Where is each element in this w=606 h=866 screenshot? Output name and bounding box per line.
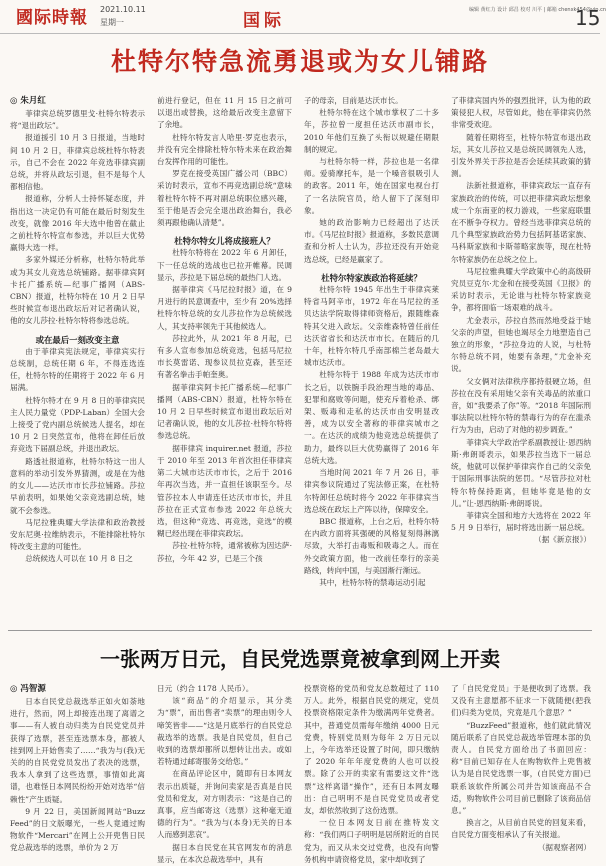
paragraph: 路透社报道称，杜特尔特这一出人意料的举动引发外界猜测，或是在为他的女儿——达沃市市长莎拉铺路。莎拉早前表明，如果她父亲竞选副总统，她就不会参选。 [10,456,145,515]
article1-column-3 [304,95,439,626]
article1-headline: 杜特尔特急流勇退或为女儿铺路 [110,47,489,76]
article1-column-4 [451,95,591,626]
paragraph: 父女俩对法律秩序都持很硬立场，但莎拉在没有采用她父亲有关毒品的浓重口音，如“我要杀了你”等。“2018 年国际刑事法院以杜特尔特的禁毒行为的存在滥杀行为为由，启动了对他的初步调查。” [451,376,591,435]
paragraph: 杜特尔特才在 9 月 8 日的菲律宾民主人民力量党（PDP-Laban）全国大会上接受了党内副总统候选人提名，却在 10 月 2 日突然宣布，他将在卸任后放弃竞选下届副总统，并退出政坛。 [10,395,145,454]
paragraph: 日元（约合 1178 人民币）。 [157,684,254,693]
paragraph: 与杜特尔特一样，莎拉也是一名律师。爱骑摩托车，是一个嗓音很吸引人的政客。2011 年，她在国家电视台打了一名法院官员，给人留下了深刻印象。 [304,157,439,215]
article2-byline: ◎ 冯智源 [10,684,46,694]
issue-weekday: 星期一 [100,18,124,27]
article2-column-2 [157,683,292,864]
paragraph: 了菲律宾国内外的强烈批评，认为他的政策侵犯人权，尽管如此，他在菲律宾仍然非常受欢迎。 [451,96,591,130]
paragraph: 多家外媒还分析称，杜特尔特此举或为其女儿竞选总统铺路。据菲律宾阿卡托广播系统—纪事广播网（ABS-CBN）报道，杜特尔特在 10 月 2 日早些时候宣布退出政坛后对记者确认说，他的女儿莎拉·杜特尔特将参选总统。 [10,255,145,326]
issue-date: 2021.10.11 [100,5,146,14]
paragraph: 杜特尔特将在 2022 年 6 月卸任，下一任总统的选战也已拉开帷幕。民调显示，莎拉是下届总统的最热门人选。 [157,248,292,282]
paragraph: 据日本自民党在其官网发布的消息显示，在本次总裁选举中，具有 [157,842,292,864]
paragraph: 该“商品”的介绍显示，其分类为“票”，而出售者“卖票”的理由则令人啼笑皆非——“这是月底举行的自民党总裁选举的选票。我是自民党员，但自己收到的选票却都所以想转让出去。或如若特通过邮寄服务交给您。” [157,696,292,767]
paragraph: 罗克在接受英国广播公司（BBC）采访时表示，宣布不再竞选副总统“意味着杜特尔特不再对副总统职位感兴趣，至于他是否会完全退出政治舞台，我必须再跟他确认清楚”。 [157,169,292,228]
paragraph: 日本自民党总裁选举正如火如荼地进行，然而，网上却接连出现了离谱之事——有人被自动归类为自民党党员并获得了选票，甚至连选票本身，都被人挂到网上开始售卖了……“我为与(我)无关的的自民党党员发出了表决的选票，我本人拿到了这些选票，事情如此离谱，也难怪日本网民纷纷开始对选举“信赖性”产生质疑。 [10,697,145,804]
subheading: 或在最后一刻改变主意 [35,334,120,345]
paragraph: 杜特尔特发言人哈里·罗克也表示，并没有完全排除杜特尔特未来在政治舞台发挥作用的可能性。 [157,132,292,167]
paragraph: 菲律宾全国和地方大选将在 2022 年 5 月 9 日举行，届时将选出新一届总统。 [451,510,591,533]
paragraph: 据菲律宾阿卡托广播系统—纪事广播网（ABS-CBN）报道，杜特尔特在 10 月 2 日早些时候宣布退出政坛后对记者确认说，他的女儿莎拉·杜特尔特将参选总统。 [157,382,292,441]
paragraph: 前进行登记，但在 11 月 15 日之前可以退出或替换，这给最后改变主意留下了余地。 [157,96,292,130]
paragraph: 据菲律宾《马尼拉时报》道，在 9 月进行的民意调查中，至少有 20%选择杜特尔特总统的女儿莎拉作为总统候选人，其支持率领先于其他候选人。 [157,285,292,331]
source-attribution: （据《新京报》） [534,535,591,545]
paragraph: 投票资格的党员和党友总数超过了 110 万人。此外，根据自民党的规定，党员投票资格限定条件为缴满两年党费者。其中，普通党员需每年缴纳 4000 日元党费，特别党员则为每年 2 万日元以上，今年选举还设置了时间，即只缴纳了 2020 年年年度党费的人也可以投票。除了公开的卖家有需要这文件“选票”这样离谱“操作”，还有日本网友曝出：自己明明不是自民党党员或者党友，却依然收到了这份选票。 [304,684,439,816]
page-number: 15 [575,6,601,30]
paragraph: 尤金表示，莎拉自然而然地受益于她父亲的声望，但她也竭尽全力地塑造自己独立的形象，“莎拉身边的人说，与杜特尔特总统不同，她要有条理，”尤金补充说。 [451,315,591,374]
paragraph: 报道援引 10 月 3 日报道，当地时间 10 月 2 日，菲律宾总统杜特尔特表示，自己不会在 2022 年竞选菲律宾副总统，并将从政坛引退，但不是每个人都相信他。 [10,133,145,192]
paragraph: 莎拉·杜特尔特，通常被称为因达萨·莎拉，今年 42 岁，已是三个孩 [157,541,292,563]
paragraph: 总统候选人可以在 10 月 8 日之 [25,554,133,564]
paragraph: 莎拉此外，从 2021 年 8 月起，已有多人宣布参加总统竞选，包括马尼拉市长莫雷诺、现参议员拉克森，甚至还有著名拳击手帕奎奥。 [157,333,292,380]
paragraph: 菲律宾大学政治学系副教授让·恩西纳斯·弗朗哥表示，如果莎拉当选下一届总统，他就可以保护菲律宾作自己的父亲免于国际刑事法院的惩罚。“尽管莎拉对杜特尔特保持距离，但她毕竟是他的女儿。”让·恩西纳斯·弗朗哥说。 [451,437,591,508]
paragraph: 菲律宾总统罗德里戈·杜特尔特表示将“退出政坛”。 [10,109,145,131]
paragraph: 法新社报道称，菲律宾政坛一直存有家族政治的传统，可以把菲律宾政坛想象成一个东南亚的权力游戏，一些家庭联盟在不断争夺权力。曾经当选菲律宾总统的几个典型家族政治势力包括阿基诺家族、马科斯家族和卡斯蒂略家族等，现在杜特尔特家族仍在总统之位上。 [451,181,591,264]
subheading: 杜特尔特家族政治将延续？ [321,272,422,283]
article-divider [8,630,592,631]
paragraph: 随着任期将至，杜特尔特宣布退出政坛，其女儿莎拉又是总统民调领先人选，引发外界关于莎拉是否会延续其政策的猜测。 [451,132,591,179]
subheading: 杜特尔特女儿将成接班人？ [174,236,275,247]
article2-column-1 [10,696,145,853]
paragraph: 杜特尔特 1945 年出生于菲律宾莱特省马阿辛市，1972 年在马尼拉的圣贝达法学院取得律师资格后，跟随维森特其父进入政坛。父亲维森特曾任前任达沃省省长和达沃市市长。在随后的几十年，杜特尔特几乎南部棉兰老岛最大城市达沃市。 [304,285,439,368]
section-title: 国际 [243,11,285,31]
article2-headline: 一张两万日元，自民党选票竟被拿到网上开卖 [100,647,500,671]
paragraph: 换言之，从目前自民党的回复来看，自民党方面变相承认了有关报道。 [451,818,591,840]
paragraph: “BuzzFeed”报道称，他们就此情况随后联系了自民党总裁选举管理本部的负责人。自民党方面给出了书面回应：称“目前已知存在人在购物软件上兜售被认为是自民党选票一事，(自民党方面)已联系该软件所属公司并告知该商品不合适，购物软件公司目前已删除了该商品信息。” [451,720,591,816]
paragraph: 在商品评论区中，随即有日本网友表示出质疑，并询问卖家是否真是自民党员和党友，对方则表示：“这是自己的真事，应当邮寄这（选票）这种毫无道德的行为”。“我为与(本身)无关的日本人而感到悲哀”。 [157,769,292,840]
paragraph: 报道称，分析人士持怀疑态度，并指出这一决定仍有可能在最后时刻发生改变，就像 2016 年大选中他曾在截止之前杜特尔特宣布参选，并以巨大优势赢得大选一样。 [10,194,145,253]
article1-column-1 [10,108,145,626]
paragraph: 杜特尔特于 1988 年成为达沃市市长之后，以铁腕手段治理当地的毒品、犯罪和腐败等问题，使充斥着枪杀、绑架、贩毒和走私的达沃市由安明显改善，成为以安全著称的菲律宾城市之一。在达沃的成绩为他竞选总统提供了助力，最终以巨大优势赢得了 2016 年总统大选。 [304,370,439,465]
article2-column-3 [304,683,439,864]
source-attribution: （据观察者网） [537,842,591,852]
masthead [0,0,606,34]
paragraph: 9 月 22 日，美国新闻网站“Buzz Feed”的日文版曝光，一些人竟通过购物软件“Mercari”在网上公开兜售日民党总裁选举的选票，单价为 2 万 [10,806,145,853]
paragraph: 其中，杜特尔特的禁毒运动引起 [319,577,426,587]
article1-byline: ◎ 朱月红 [10,96,46,106]
paragraph: 马尼拉雅典耀大学政策中心的高级研究员豆克尔·尤金和在接受英国《卫报》的采访时表示，无论谁与杜特尔特家族竞争，都将面临一场艰难的战斗。 [451,266,591,313]
article2-column-4 [451,683,591,852]
article1-column-2 [157,95,292,626]
paragraph: 她的政治影响力已经超出了达沃市。《马尼拉时报》报道称，多数民意调查和分析人士认为，莎拉还没有开始竞选总统，已经是赢家了。 [304,218,439,264]
editorial-staff: 编辑 黄红力 设计 邱昌 校对 川平 | 邮箱 chenxk454@vip.cn [469,7,606,13]
paragraph: 杜特尔特在这个城市掌权了二十多年，莎拉曾一度担任达沃市副市长，2010 年他们互换了头衔以规避任期限制的规定。 [304,108,439,154]
paragraph: 由于菲律宾宪法规定，菲律宾实行总统制，总统任期 6 年，不得连选连任，杜特尔特的任期将于 2022 年 6 月届满。 [10,346,145,393]
paragraph: 一位日本网友日前在推特发文称：“我们两口子明明是居所附近的自民党为，而又从未交过党费，也没有向警务机构申请资格党员，家中却收到了 [304,818,439,864]
paragraph: 了「自民党党员」于是便收到了选票。我又没有主意愿都不征求一下就随便(把我们)归类为党员，究竟是几个意思？” [451,684,591,718]
paragraph: BBC 报道称，上台之后，杜特尔特在内政方面将其强硬的风格复刻得淋漓尽致，大举打击毒贩和吸毒之人。而在外交政策方面，他一改前任奉行的亲美路线，转向中国，与美国渐行渐远。 [304,516,439,575]
newspaper-logo: 國际時報 [16,8,88,28]
paragraph: 当地时间 2021 年 7 月 26 日，菲律宾参议院通过了宪法修正案，在杜特尔特卸任总统时将今 2022 年菲律宾当选总统在政坛上产阵以待，保障安全。 [304,468,439,514]
paragraph: 据菲律宾 inquirer.net 报道，莎拉于 2010 年至 2013 年首次担任菲律宾第二大城市达沃市市长，之后于 2016 年再次当选，并一直担任该职至今。尽管莎拉本人申请连任达沃市市长，并且莎拉在正式宣布参选 2022 年总统大选，但这种“竞选、再竞选，竞选”的模糊已经出现在菲律宾政坛。 [157,443,292,539]
paragraph: 马尼拉雅典耀大学法律和政治教授安东尼奥·拉维纳表示，不能排除杜特尔特改变主意的可能性。 [10,517,145,552]
paragraph: 子的母亲，目前是达沃市长。 [304,96,403,105]
